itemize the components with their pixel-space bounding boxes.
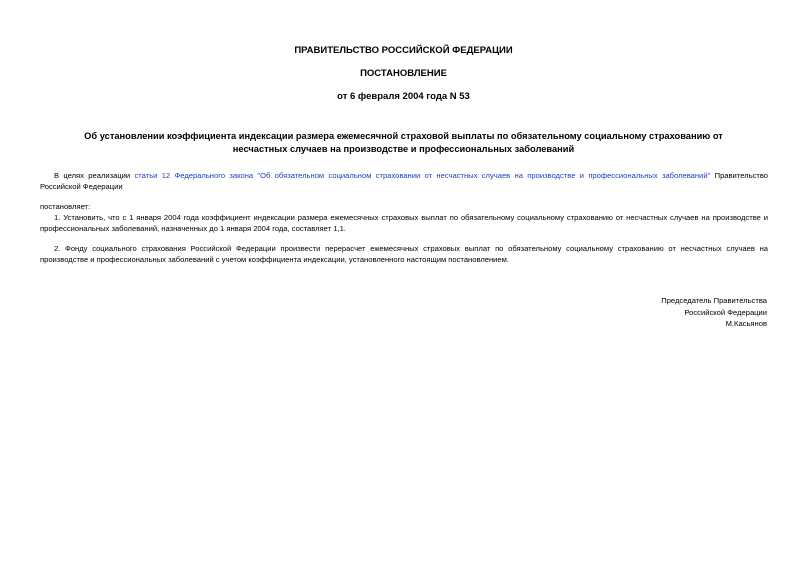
signature-block	[661, 295, 767, 330]
decrees-label: постановляет:	[40, 202, 91, 211]
preamble-text-after: Правительство Российской Федерации	[40, 171, 768, 192]
document-title: Об установлении коэффициента индексации размера ежемесячной страховой выплаты по обязательному социальному страхованию от несчастных случаев на производстве и профессиональных заболеваний	[84, 131, 723, 154]
document-type-heading: ПОСТАНОВЛЕНИЕ	[360, 68, 447, 79]
signature-position-line2: Российской Федерации	[684, 307, 767, 317]
preamble-paragraph	[40, 170, 768, 193]
law-article-link[interactable]: статьи 12 Федерального закона "Об обязательном социальном страховании от несчастных случаев на производстве и профессиональных заболеваний"	[134, 171, 711, 180]
item-2-paragraph: 2. Фонду социального страхования Российской Федерации произвести перерасчет ежемесячных страховых выплат по обязательному социальному страхованию от несчастных случаев на производстве и профессиональных заболеваний с учетом коэффициента индексации, установленного настоящим постановлением.	[40, 244, 768, 265]
signatory-name: М.Касьянов	[725, 319, 767, 329]
preamble-text-before: В целях реализации	[54, 171, 135, 180]
item-1-paragraph: 1. Установить, что с 1 января 2004 года коэффициент индексации размера ежемесячных страховых выплат по обязательному социальному страхованию от несчастных случаев на производстве и профессиональных заболеваний, назначенных до 1 января 2004 года, составляет 1,1.	[40, 213, 768, 234]
signature-position-line1: Председатель Правительства	[661, 296, 767, 305]
issuer-heading: ПРАВИТЕЛЬСТВО РОССИЙСКОЙ ФЕДЕРАЦИИ	[294, 45, 513, 56]
date-number-heading: от 6 февраля 2004 года N 53	[337, 91, 470, 102]
